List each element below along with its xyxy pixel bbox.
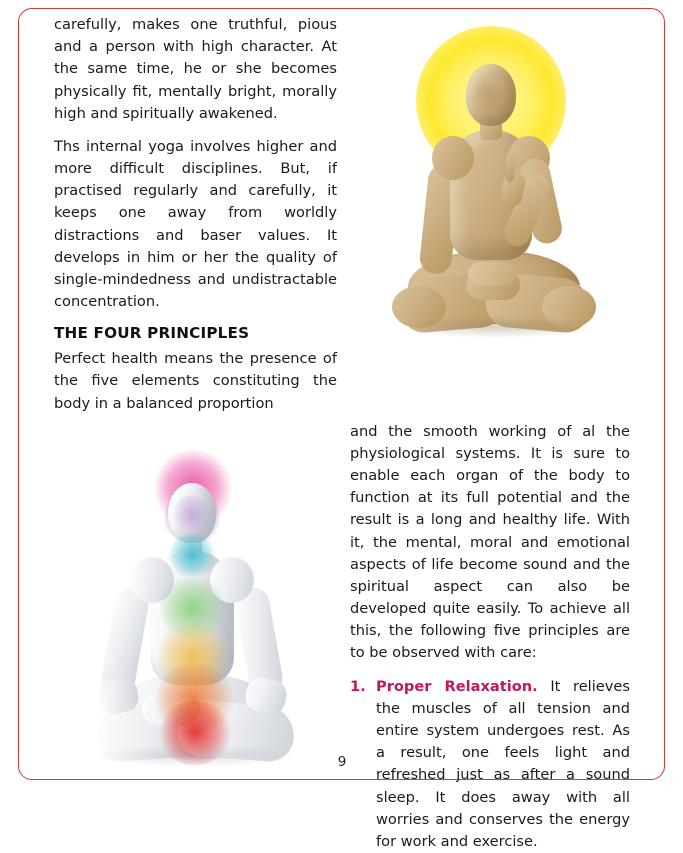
principle-title: Proper Relaxation. xyxy=(376,677,538,695)
chakra-throat-aura xyxy=(168,533,216,577)
statue-illustration xyxy=(346,24,636,394)
statue-face-shading xyxy=(474,82,508,116)
section-heading: THE FOUR PRINCIPLES xyxy=(54,324,250,343)
bottom-text-column xyxy=(350,421,630,853)
principle-text: It relieves the muscles of all tension and entire system undergoes rest. As a result, one feels light and refreshed just as after a sound sleep. It does away with all worries and conserves the energy for work and exercise. xyxy=(376,677,630,850)
page-number: 9 xyxy=(337,754,347,770)
statue-hands-in-lap xyxy=(468,262,516,286)
statue-shoulder-left xyxy=(432,136,474,180)
statue-ground-shadow xyxy=(400,316,594,338)
paragraph: Perfect health means the presence of the five elements constituting the body in a balanced proportion xyxy=(54,350,337,412)
list-item-number: 1. xyxy=(350,677,366,695)
paragraph: and the smooth working of al the physiological systems. It is sure to enable each organ of the body to function at its full potential and the result is a long and healthy life. With it, the mental, moral and emotional aspects of life become sound and the spiritual aspect can also be developed quite easily. To achieve all this, the following five principles are to be observed with care: xyxy=(350,422,630,662)
paragraph: Ths internal yoga involves higher and more difficult disciplines. But, if practised regularly and carefully, it keeps one away from worldly distractions and baser values. It develops in him or her the quality of single-mindedness and undistractable concentration. xyxy=(54,137,337,311)
paragraph: carefully, makes one truthful, pious and a person with high character. At the same time, he or she becomes physically fit, mentally bright, morally high and spiritually awakened. xyxy=(54,16,337,122)
page-content xyxy=(54,14,630,850)
figure-meditating-statue xyxy=(347,14,630,394)
top-text-column xyxy=(54,14,337,415)
bottom-block xyxy=(54,415,630,850)
